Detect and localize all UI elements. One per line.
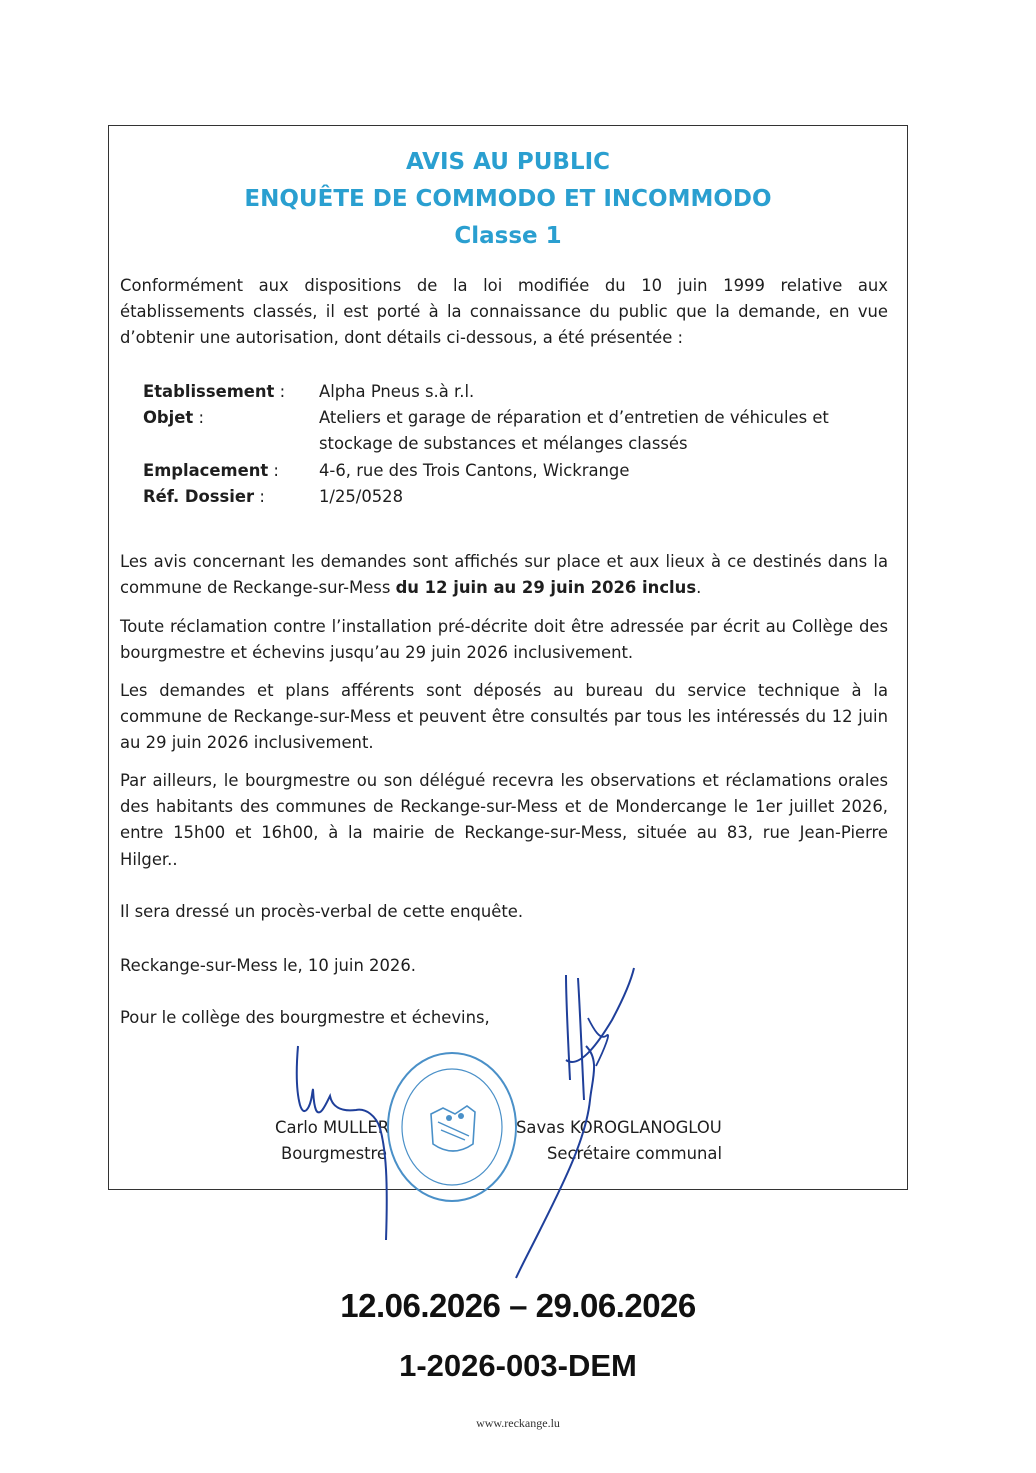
notice-frame [108,125,908,1190]
detail-row-object: Objet : Ateliers et garage de réparation et d’entretien de véhicules et stockage de substances et mélanges classés [143,405,879,457]
signing-intro: Pour le collège des bourgmestre et échevins, [120,1008,490,1027]
object-value: Ateliers et garage de réparation et d’entretien de véhicules et stockage de substances et mélanges classés [319,408,829,454]
secretary-signature-block [516,1115,722,1167]
details-table [143,379,879,510]
posting-paragraph: Les avis concernant les demandes sont affichés sur place et aux lieux à ce destinés dans la commune de Reckange-sur-Mess du 12 juin au 29 juin 2026 inclus. [120,552,888,598]
mayor-title: Bourgmestre [281,1144,387,1163]
hearing-paragraph: Par ailleurs, le bourgmestre ou son délégué recevra les observations et réclamations orales des habitants des communes de Reckange-sur-Mess et de Mondercange le 1er juillet 2026, entre 15h00 et 16h00, à la mairie de Reckange-sur-Mess, située au 83, rue Jean-Pierre Hilger.. [120,771,888,869]
object-label: Objet [143,408,194,428]
location-value: 4-6, rue des Trois Cantons, Wickrange [319,460,630,480]
detail-row-establishment: Etablissement : Alpha Pneus s.à r.l. [143,379,879,405]
reference-value: 1/25/0528 [319,486,404,506]
heading-line-1: AVIS AU PUBLIC [405,149,611,175]
reference-label: Réf. Dossier [143,486,255,506]
footer-reference: 1-2026-003-DEM [399,1348,637,1383]
establishment-label: Etablissement [143,382,275,401]
minutes-paragraph: Il sera dressé un procès-verbal de cette enquête. [120,902,524,921]
detail-row-location: Emplacement : 4-6, rue des Trois Cantons, Wickrange [143,458,879,484]
heading-line-2: ENQUÊTE DE COMMODO ET INCOMMODO [244,186,772,212]
establishment-value: Alpha Pneus s.à r.l. [319,382,475,401]
secretary-name: Savas KOROGLANOGLOU [516,1118,722,1137]
posting-period: du 12 juin au 29 juin 2026 inclus [395,578,697,598]
footer-website-link[interactable]: www.reckange.lu [476,1416,560,1430]
secretary-title: Secrétaire communal [547,1144,723,1163]
date-line: Reckange-sur-Mess le, 10 juin 2026. [120,956,416,975]
footer-dates: 12.06.2026 – 29.06.2026 [340,1287,696,1324]
notice-heading [109,144,907,255]
mayor-name: Carlo MULLER [275,1118,390,1137]
location-label: Emplacement [143,460,269,480]
mayor-signature-block [275,1115,389,1167]
detail-row-reference: Réf. Dossier : 1/25/0528 [143,484,879,510]
intro-paragraph: Conformément aux dispositions de la loi modifiée du 10 juin 1999 relative aux établissements classés, il est porté à la connaissance du public que la demande, en vue d’obtenir une autorisation, dont détails ci-dessous, a été présentée : [120,276,888,348]
municipal-seal-icon [383,1048,521,1206]
complaint-paragraph: Toute réclamation contre l’installation pré-décrite doit être adressée par écrit au Collège des bourgmestre et échevins jusqu’au 29 juin 2026 inclusivement. [120,617,888,663]
consultation-paragraph: Les demandes et plans afférents sont déposés au bureau du service technique à la commune de Reckange-sur-Mess et peuvent être consultés par tous les intéressés du 12 juin au 29 juin 2026 inclusivement. [120,681,888,753]
heading-line-3: Classe 1 [454,223,562,249]
